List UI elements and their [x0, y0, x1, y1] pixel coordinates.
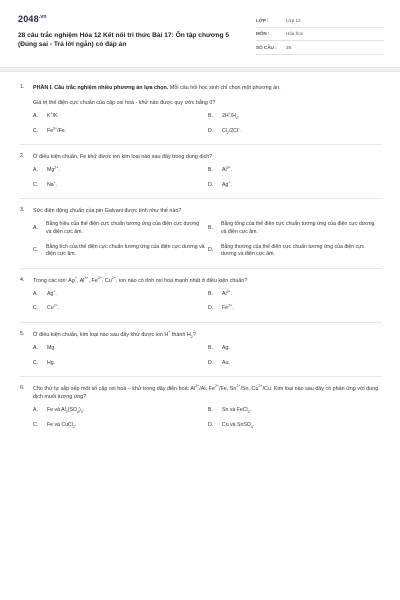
question-divider	[20, 268, 382, 269]
page-title: 28 câu trắc nghiệm Hóa 12 Kết nối tri thức Bài 17: Ôn tập chương 5 (Đúng sai - Trả lời ngắn) có đáp án	[18, 32, 229, 48]
option-c[interactable]: C. Na+.	[33, 182, 205, 190]
logo-main: 2048	[18, 14, 39, 24]
option-a[interactable]: A. K+/K.	[33, 113, 205, 121]
option-text: Bằng hiệu của thế điện cực chuẩn tương ứng của điện cực dương và điện cực âm.	[46, 221, 200, 235]
question-5	[20, 331, 382, 367]
meta-value: 28	[286, 44, 292, 50]
answer-options	[33, 167, 382, 189]
meta-key: LỚP :	[256, 17, 269, 23]
option-b[interactable]: B. $2H^+/H_2$.	[208, 113, 380, 121]
option-d[interactable]: D. Au.	[208, 360, 380, 368]
option-text: $Fe^{2+}$.	[222, 303, 234, 312]
option-text: $Mg^{2+}$.	[47, 165, 60, 174]
question-divider	[20, 322, 382, 323]
option-b[interactable]: B. Ag.	[208, 345, 380, 353]
question-number: 1.	[20, 84, 25, 90]
meta-row-subject	[256, 28, 384, 42]
option-a[interactable]: A. Bằng hiệu của thế điện cực chuẩn tương ứng của điện cực dương và điện cực âm.	[33, 221, 205, 236]
option-text: Ag.	[222, 344, 230, 351]
option-d[interactable]: D. Ag+.	[208, 182, 380, 190]
question-prompt: Ở điều kiện chuẩn, Fe khử được ion kim loại nào sau đây trong dung dịch?	[33, 154, 213, 161]
question-prompt: Sức điện động chuẩn của pin Galvani được tính như thế nào?	[33, 208, 182, 215]
option-c[interactable]: C. Hg.	[33, 360, 205, 368]
option-b[interactable]: B. $Al^{3+}$.	[208, 291, 380, 299]
option-c[interactable]: C. Fe và CuCl$_2$.	[33, 422, 205, 430]
option-c[interactable]: C. Bằng tích của thế điện cực chuẩn tương ứng của điện cực dương và điện cực âm.	[33, 243, 205, 258]
option-text: Ag+.	[47, 289, 57, 297]
question-list	[20, 84, 382, 438]
logo-tld: .vn	[38, 14, 47, 20]
question-number: 3.	[20, 207, 25, 214]
option-a[interactable]: A. Fe và $Al_2(SO_4)_3$.	[33, 407, 205, 415]
option-text: Cu và SnSO$_4$.	[222, 421, 255, 429]
question-3	[20, 207, 382, 258]
option-text: Bằng thương của thế điện cực chuẩn tương ứng của điện cực dương và điện cực âm.	[221, 243, 365, 258]
question-divider	[20, 376, 382, 377]
option-text: $Cu^{2+}$.	[47, 303, 60, 312]
meta-value: Hóa học	[286, 31, 304, 37]
option-text: $Cl_2/2Cl^-$.	[222, 125, 242, 135]
section-desc: Mỗi câu hỏi học sinh chỉ chọn một phương án.	[168, 85, 281, 91]
question-2	[20, 153, 382, 189]
meta-value: Lớp 12	[286, 17, 301, 23]
header-divider	[0, 67, 400, 72]
question-text	[33, 84, 382, 107]
option-b[interactable]: B. Bằng tổng của thế điện cực chuẩn tương ứng của điện cực dương và điện cực âm.	[208, 221, 380, 236]
answer-options	[33, 291, 382, 313]
question-6	[20, 385, 382, 429]
meta-key: MÔN :	[256, 31, 270, 37]
option-text: Mg.	[47, 344, 56, 351]
option-text: Au.	[222, 359, 230, 366]
meta-key: SỐ CÂU :	[256, 44, 277, 50]
option-d[interactable]: D. Cu và SnSO$_4$.	[208, 422, 380, 430]
question-number: 6.	[20, 385, 25, 392]
option-d[interactable]: D. Bằng thương của thế điện cực chuẩn tương ứng của điện cực dương và điện cực âm.	[208, 244, 380, 259]
option-a[interactable]: A. Ag+.	[33, 291, 205, 299]
option-text: Bằng tổng của thế điện cực chuẩn tương ứng của điện cực dương và điện cực âm.	[221, 221, 375, 235]
answer-options	[33, 221, 382, 258]
meta-row-class	[256, 14, 384, 28]
option-text: Fe và CuCl$_2$.	[47, 421, 77, 429]
option-d[interactable]: D. $Cl_2/2Cl^-$.	[208, 128, 380, 136]
answer-options	[33, 407, 382, 429]
answer-options	[33, 345, 382, 367]
option-text: Na+.	[47, 180, 58, 188]
section-title: PHẦN I. Câu trắc nghiệm nhiều phương án lựa chọn.	[33, 85, 169, 91]
option-c[interactable]: C. $Fe^{3+}/Fe$.	[33, 128, 205, 136]
option-b[interactable]: B. Sn và FeCl$_2$.	[208, 407, 380, 415]
option-text: Sn và FeCl$_2$.	[222, 407, 252, 415]
question-1	[20, 84, 382, 135]
option-text: $Al^{3+}$.	[222, 289, 233, 297]
option-text: $Al^{3+}$.	[222, 165, 233, 174]
document-header	[18, 14, 384, 60]
site-logo[interactable]	[18, 14, 47, 24]
option-text: Hg.	[47, 359, 56, 366]
question-divider	[20, 198, 382, 199]
option-d[interactable]: D. $Fe^{2+}$.	[208, 305, 380, 313]
option-c[interactable]: C. $Cu^{2+}$.	[33, 305, 205, 313]
meta-row-count	[256, 41, 384, 55]
option-text: Ag+.	[222, 180, 232, 188]
option-text: Fe và $Al_2(SO_4)_3$.	[47, 407, 85, 415]
question-number: 4.	[20, 276, 25, 283]
answer-options	[33, 113, 382, 135]
question-number: 5.	[20, 330, 25, 337]
question-prompt: Cho thứ tự sắp xếp một số cặp oxi hoá – khử trong dãy điện hoá: $Al^{3+}/Al$, $Fe^{2+}/Fe$, $Sn^{2+}/Sn$, $Cu^{2+}/Cu$. Kim loại nào sau đây có phản ứng với dung dịch muối tương ứng?	[33, 384, 379, 401]
option-text: $2H^+/H_2$.	[222, 111, 240, 121]
option-text: $Fe^{3+}/Fe$.	[47, 125, 67, 134]
question-divider	[20, 144, 382, 145]
question-prompt: Ở điều kiện chuẩn, kim loại nào sau đây khử được ion H+ thành $H_2$?	[33, 330, 196, 340]
option-text: Bằng tích của thế điện cực chuẩn tương ứng của điện cực dương và điện cực âm.	[46, 243, 205, 258]
option-text: K+/K.	[47, 111, 59, 119]
option-b[interactable]: B. $Al^{3+}$.	[208, 167, 380, 175]
option-a[interactable]: A. Mg.	[33, 345, 205, 353]
option-a[interactable]: A. $Mg^{2+}$.	[33, 167, 205, 175]
question-prompt: Giá trị thế điện cực chuẩn của cặp oxi hoá - khử nào được quy ước bằng 0?	[33, 100, 216, 106]
question-number: 2.	[20, 153, 25, 160]
question-prompt: Trong các ion: Ag+, $Al^{3+}$, $Fe^{2+}$, $Cu^{2+}$, ion nào có tính oxi hoá mạnh nhất ở điều kiện chuẩn?	[33, 275, 248, 284]
meta-table	[256, 14, 384, 55]
question-4	[20, 277, 382, 313]
